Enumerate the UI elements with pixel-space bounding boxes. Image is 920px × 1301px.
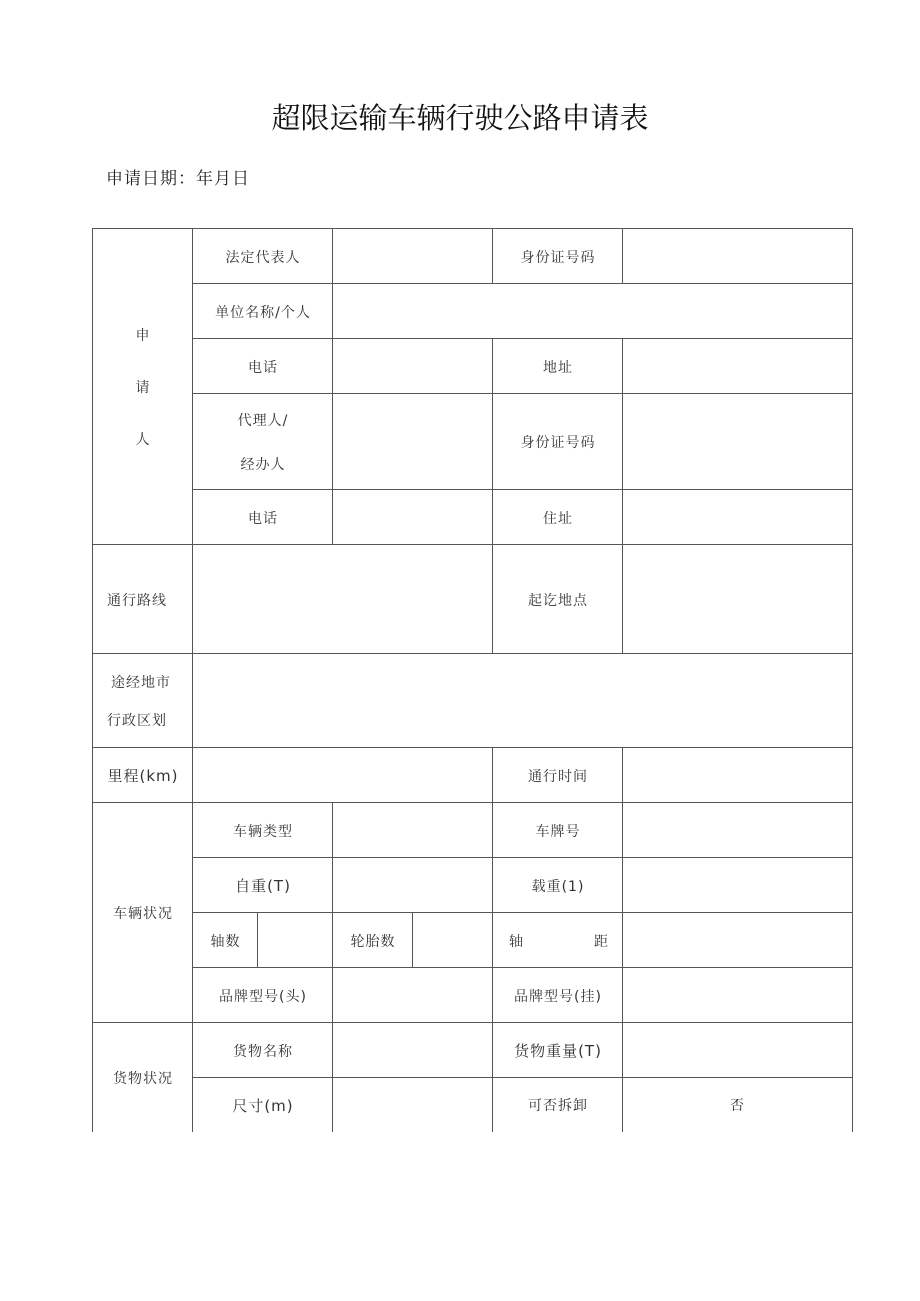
plate-number-field[interactable]	[622, 802, 853, 858]
form-title: 超限运输车辆行驶公路申请表	[271, 101, 649, 135]
agent-field[interactable]	[332, 393, 493, 490]
vehicle-type-field[interactable]	[332, 802, 493, 858]
axles-label: 轴数	[192, 912, 258, 968]
address-field[interactable]	[622, 338, 853, 394]
agent-id-number-label: 身份证号码	[492, 393, 623, 490]
vehicle-section-label: 车辆状况	[92, 802, 193, 1023]
plate-number-label: 车牌号	[492, 802, 623, 858]
wheelbase-char-2: 距	[594, 933, 609, 950]
agent-phone-field[interactable]	[332, 489, 493, 545]
brand-trailer-field[interactable]	[622, 967, 853, 1023]
via-admin-area-label	[92, 653, 193, 748]
brand-trailer-label: 品牌型号(挂)	[492, 967, 623, 1023]
wheelbase-label	[492, 912, 623, 968]
applicant-char-2: 请	[135, 380, 151, 396]
phone-field[interactable]	[332, 338, 493, 394]
id-number-label: 身份证号码	[492, 228, 623, 284]
cargo-size-field[interactable]	[332, 1077, 493, 1132]
load-weight-label: 载重(1)	[492, 857, 623, 913]
applicant-char-1: 申	[135, 328, 151, 344]
start-end-field[interactable]	[622, 544, 853, 654]
cargo-name-field[interactable]	[332, 1022, 493, 1078]
unit-name-label: 单位名称/个人	[192, 283, 333, 339]
agent-label	[192, 393, 333, 490]
application-date-label: 申请日期：年月日	[106, 169, 250, 189]
cargo-size-label: 尺寸(m)	[192, 1077, 333, 1132]
applicant-char-3: 人	[135, 432, 151, 448]
address-label: 地址	[492, 338, 623, 394]
cargo-section-label: 货物状况	[92, 1022, 193, 1132]
agent-id-number-field[interactable]	[622, 393, 853, 490]
load-weight-field[interactable]	[622, 857, 853, 913]
route-field[interactable]	[192, 544, 493, 654]
legal-rep-label: 法定代表人	[192, 228, 333, 284]
pass-time-label: 通行时间	[492, 747, 623, 803]
cargo-name-label: 货物名称	[192, 1022, 333, 1078]
self-weight-field[interactable]	[332, 857, 493, 913]
route-label: 通行路线	[92, 544, 193, 654]
start-end-label: 起讫地点	[492, 544, 623, 654]
vehicle-type-label: 车辆类型	[192, 802, 333, 858]
wheelbase-char-1: 轴	[509, 933, 524, 950]
phone-label: 电话	[192, 338, 333, 394]
via-admin-area-field[interactable]	[192, 653, 853, 748]
residence-field[interactable]	[622, 489, 853, 545]
via-label-line1: 途经地市	[111, 675, 171, 691]
unit-name-field[interactable]	[332, 283, 853, 339]
legal-rep-field[interactable]	[332, 228, 493, 284]
wheelbase-field[interactable]	[622, 912, 853, 968]
tires-label: 轮胎数	[332, 912, 413, 968]
cargo-weight-field[interactable]	[622, 1022, 853, 1078]
pass-time-field[interactable]	[622, 747, 853, 803]
agent-label-line2: 经办人	[240, 457, 286, 473]
agent-label-line1: 代理人/	[237, 413, 289, 429]
tires-field[interactable]	[412, 912, 493, 968]
brand-head-label: 品牌型号(头)	[192, 967, 333, 1023]
cargo-weight-label: 货物重量(T)	[492, 1022, 623, 1078]
detachable-label: 可否拆卸	[492, 1077, 623, 1132]
via-label-line2: 行政区划	[107, 713, 167, 729]
axles-field[interactable]	[257, 912, 333, 968]
agent-phone-label: 电话	[192, 489, 333, 545]
residence-label: 住址	[492, 489, 623, 545]
mileage-label: 里程(km)	[92, 747, 193, 803]
mileage-field[interactable]	[192, 747, 493, 803]
id-number-field[interactable]	[622, 228, 853, 284]
brand-head-field[interactable]	[332, 967, 493, 1023]
applicant-section-label	[92, 228, 193, 545]
detachable-value[interactable]: 否	[622, 1077, 853, 1132]
self-weight-label: 自重(T)	[192, 857, 333, 913]
